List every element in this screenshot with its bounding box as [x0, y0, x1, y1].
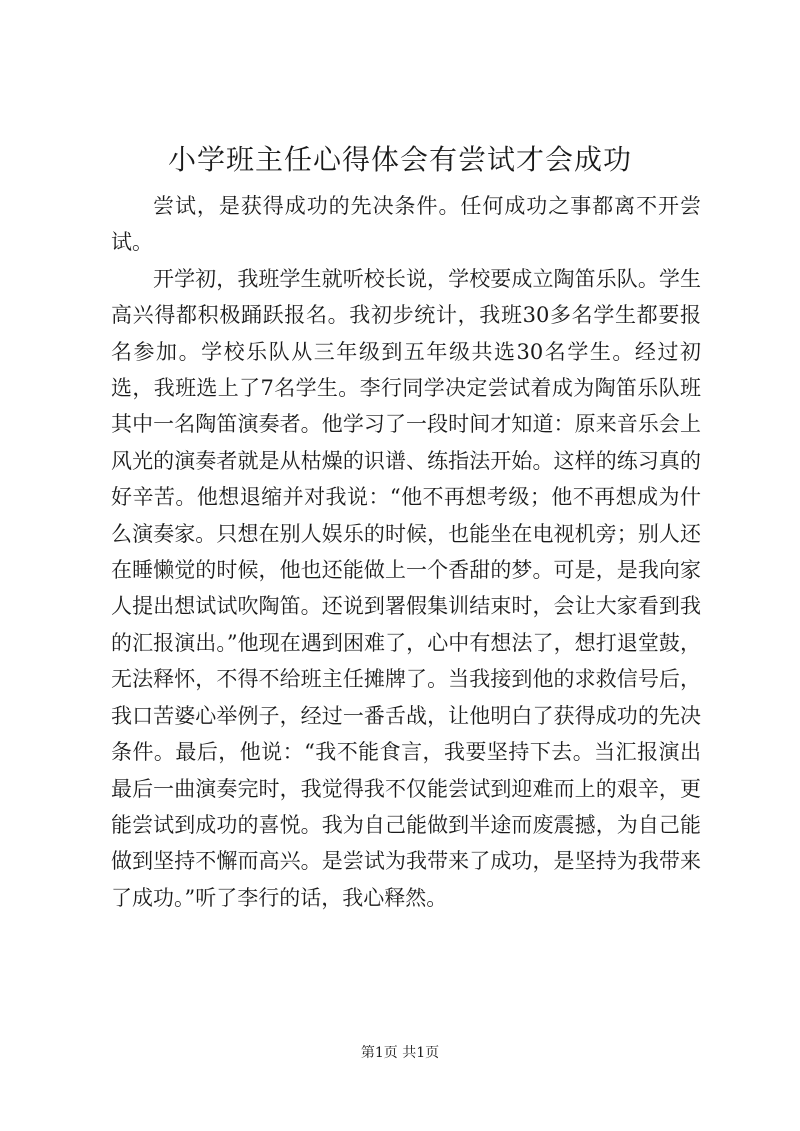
paragraph-1: 尝试，是获得成功的先决条件。任何成功之事都离不开尝试。 [111, 194, 701, 255]
page-footer: 第1页 共1页 [360, 1045, 440, 1061]
document-body [111, 188, 701, 916]
paragraph-2: 开学初，我班学生就听校长说，学校要成立陶笛乐队。学生高兴得都积极踊跃报名。我初步统计，我班30多名学生都要报名参加。学校乐队从三年级到五年级共选30名学生。经过初选，我班选上了7名学生。李行同学决定尝试着成为陶笛乐队班其中一名陶笛演奏者。他学习了一段时间才知道：原来音乐会上风光的演奏者就是从枯燥的识谱、练指法开始。这样的练习真的好辛苦。他想退缩并对我说：“他不再想考级；他不再想成为什么演奏家。只想在别人娱乐的时候，也能坐在电视机旁；别人还在睡懒觉的时候，他也还能做上一个香甜的梦。可是，是我向家人提出想试试吹陶笛。还说到署假集训结束时，会让大家看到我的汇报演出。”他现在遇到困难了，心中有想法了，想打退堂鼓，无法释怀，不得不给班主任摊牌了。当我接到他的求救信号后，我口苦婆心举例子，经过一番舌战，让他明白了获得成功的先决条件。最后，他说：“我不能食言，我要坚持下去。当汇报演出最后一曲演奏完时，我觉得我不仅能尝试到迎难而上的艰辛，更能尝试到成功的喜悦。我为自己能做到半途而废震撼，为自己能做到坚持不懈而高兴。是尝试为我带来了成功，是坚持为我带来了成功。”听了李行的话，我心释然。 [111, 266, 701, 910]
document-title: 小学班主任心得体会有尝试才会成功 [167, 143, 632, 176]
